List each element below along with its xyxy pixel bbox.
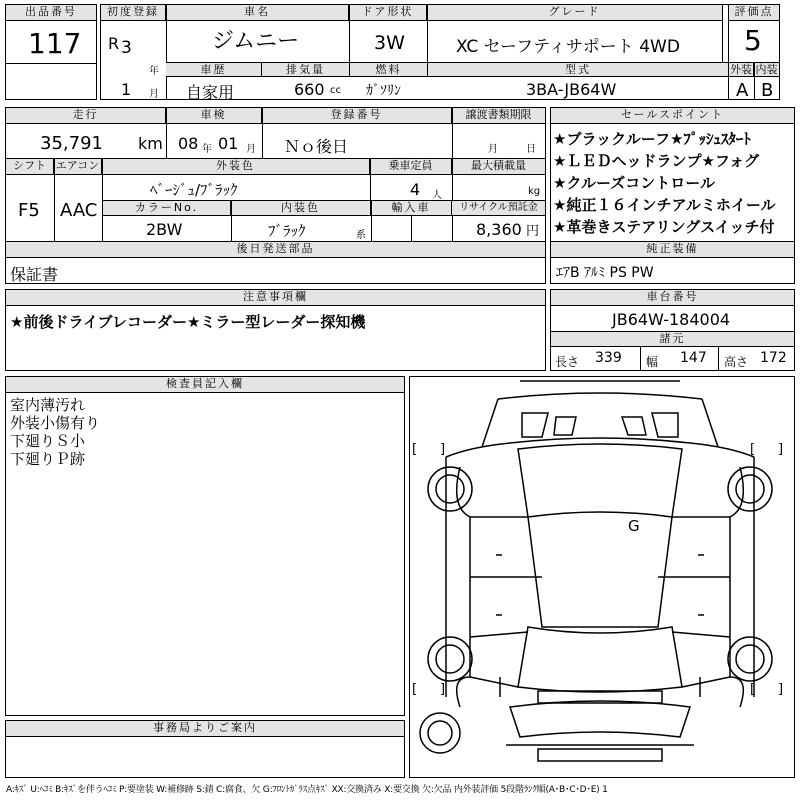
inspector-note-line: 室内薄汚れ	[10, 396, 86, 414]
svg-text:[: [	[750, 682, 756, 697]
door-label: ドア形状	[349, 5, 427, 21]
inspector-note-line: 下廻りＰ跡	[10, 450, 86, 468]
score: 5	[744, 24, 762, 57]
sales-points-list	[553, 128, 793, 238]
width-label: 幅	[646, 355, 659, 369]
sales-points-label: セールスポイント	[551, 108, 794, 124]
shift-label: シフト	[6, 159, 54, 175]
legend: A:ｷｽﾞ U:ﾍｺﾐ B:ｷｽﾞを伴うﾍｺﾐ P:要塗装 W:補修跡 S:錆 C:腐食、欠 G:ﾌﾛﾝﾄｶﾞﾗｽ点ｷｽﾞ XX:交換済み X:要交換 欠:欠品 内外装評価 5段階ﾗﾝｸ順(A･B･C･D･E) 1	[6, 785, 608, 795]
svg-text:[: [	[412, 442, 418, 457]
svg-text:[: [	[750, 442, 756, 457]
car-diagram	[410, 377, 794, 777]
door-type: 3W	[374, 32, 405, 54]
damage-diagram-box	[409, 376, 795, 778]
history: 自家用	[186, 83, 235, 102]
import-label: 輸入車	[371, 201, 452, 216]
capacity: 4	[410, 180, 421, 199]
disp-label: 排気量	[262, 63, 350, 77]
recycle: 8,360	[476, 220, 522, 239]
equipment-label: 純正装備	[551, 242, 794, 258]
int-color: ﾌﾞﾗｯｸ	[268, 222, 306, 240]
grade: XC セーフティサポート 4WD	[456, 37, 680, 57]
ext-grade-label: 外装	[730, 63, 752, 76]
dims-label: 諸元	[551, 332, 794, 347]
svg-text:]: ]	[440, 442, 446, 457]
int-color-unit: 系	[356, 230, 366, 241]
capacity-unit: 人	[432, 190, 442, 201]
colorno: 2BW	[146, 220, 183, 239]
mileage-label: 走行	[6, 108, 166, 124]
transfer-label: 譲渡書類期限	[452, 108, 545, 124]
reg-month: 1	[121, 80, 132, 99]
svg-text:]: ]	[778, 442, 784, 457]
inspection-label: 車検	[166, 108, 262, 124]
shift: F5	[18, 200, 40, 221]
fuel: ｶﾞｿﾘﾝ	[366, 83, 401, 99]
grade-label: グレード	[427, 5, 723, 21]
load-unit: kg	[528, 186, 541, 197]
model: 3BA-JB64W	[526, 80, 617, 99]
name-label: 車名	[166, 5, 349, 21]
insp-year: 08	[178, 134, 199, 153]
chassis-label: 車台番号	[551, 290, 794, 306]
later-parts-label: 後日発送部品	[6, 242, 545, 258]
first-reg-label: 初度登録	[101, 5, 166, 21]
mileage-unit: km	[138, 134, 163, 153]
width: 147	[680, 350, 707, 366]
sales-point-item: ★ＬＥＤヘッドランプ★フォグ	[553, 152, 760, 170]
ext-color: ﾍﾞｰｼﾞｭ/ﾌﾞﾗｯｸ	[150, 181, 238, 199]
office-label: 事務局よりご案内	[6, 721, 404, 737]
ext-color-label: 外装色	[102, 159, 370, 175]
svg-text:]: ]	[778, 682, 784, 697]
int-grade-label: 内装	[755, 63, 778, 76]
displacement: 660	[294, 80, 325, 99]
insp-month-unit: 月	[246, 144, 256, 155]
capacity-label: 乗車定員	[370, 159, 452, 175]
inspector-notes	[10, 396, 100, 468]
recycle-label: リサイクル預託金	[452, 201, 545, 216]
ac: AAC	[60, 200, 98, 221]
inspector-note-line: 下廻りＳ小	[10, 432, 86, 450]
sales-point-item: ★革巻きステアリングスイッチ付	[553, 218, 775, 236]
era: R	[108, 34, 120, 53]
int-grade: B	[761, 80, 774, 101]
damage-mark: G	[628, 517, 640, 535]
fuel-label: 燃料	[350, 63, 428, 77]
disp-unit: cc	[330, 85, 341, 96]
plate: Ｎｏ後日	[284, 137, 349, 156]
sales-point-item: ★純正１６インチアルミホイール	[553, 196, 776, 214]
height: 172	[760, 350, 787, 366]
height-label: 高さ	[724, 355, 749, 369]
recycle-unit: 円	[526, 224, 540, 239]
sales-point-item: ★クルーズコントロール	[553, 174, 715, 192]
equipment: ｴｱB ｱﾙﾐ PS PW	[556, 265, 654, 281]
inspector-note-line: 外装小傷有り	[10, 414, 101, 432]
history-label: 車歴	[166, 63, 262, 77]
inspector-label: 検査員記入欄	[6, 377, 404, 393]
plate-label: 登録番号	[262, 108, 452, 124]
notes: ★前後ドライブレコーダー★ミラー型レーダー探知機	[10, 313, 366, 331]
model-label: 型式	[428, 63, 729, 77]
sales-point-item: ★ブラックルーフ★ﾌﾟｯｼｭｽﾀｰﾄ	[553, 130, 751, 148]
reg-year-unit: 年	[149, 66, 159, 77]
length-label: 長さ	[555, 355, 580, 369]
insp-year-unit: 年	[202, 144, 212, 155]
lot-number: 117	[28, 27, 82, 60]
ac-label: エアコン	[54, 159, 102, 175]
length: 339	[595, 350, 622, 366]
mileage: 35,791	[40, 133, 103, 154]
notes-label: 注意事項欄	[6, 290, 545, 306]
lot-number-label: 出品番号	[6, 5, 96, 21]
insp-month: 01	[218, 134, 239, 153]
reg-month-unit: 月	[149, 89, 159, 100]
chassis-number: JB64W-184004	[612, 310, 731, 329]
lot-number-box	[5, 4, 97, 100]
later-parts: 保証書	[10, 265, 59, 284]
load-label: 最大積載量	[452, 159, 545, 175]
ext-grade: A	[736, 80, 749, 101]
colorno-label: カラーNo.	[103, 201, 231, 216]
svg-text:]: ]	[440, 682, 446, 697]
transfer-month: 月	[488, 144, 498, 155]
score-label: 評価点	[729, 5, 779, 21]
car-name: ジムニー	[212, 29, 300, 54]
transfer-day: 日	[526, 144, 536, 155]
svg-text:[: [	[412, 682, 418, 697]
reg-year: 3	[121, 38, 132, 58]
int-color-label: 内装色	[231, 201, 371, 216]
